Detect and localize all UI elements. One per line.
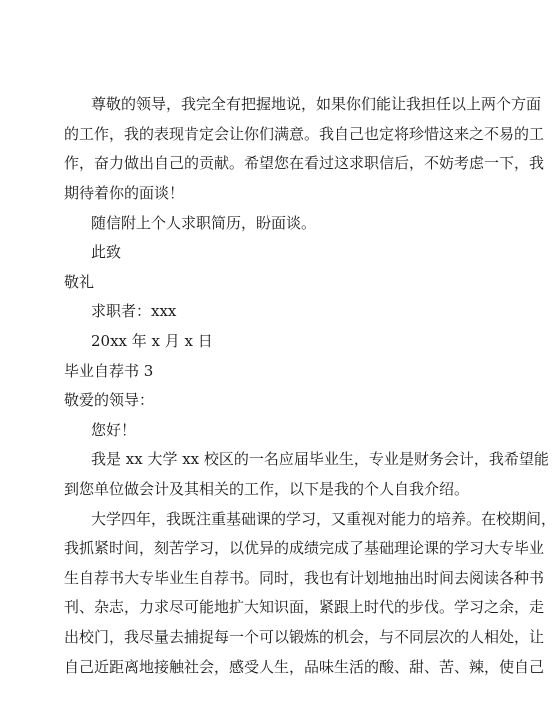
- para3-line-2: 我抓紧时间，刻苦学习，以优异的成绩完成了基础理论课的学习大专毕业: [64, 539, 545, 557]
- letter-date: 20xx 年 x 月 x 日: [91, 332, 213, 350]
- para3-line-6: 自己近距离地接触社会，感受人生，品味生活的酸、甜、苦、辣，使自己: [64, 658, 545, 676]
- closing-cizhi: 此致: [91, 243, 122, 261]
- para1-line-1: 尊敬的领导，我完全有把握地说，如果你们能让我担任以上两个方面: [91, 95, 542, 113]
- para3-line-4: 刊、杂志，力求尽可能地扩大知识面，紧跟上时代的步伐。学习之余，走: [64, 598, 545, 616]
- closing-jingli: 敬礼: [64, 273, 95, 291]
- para3-line-3: 生自荐书大专毕业生自荐书。同时，我也有计划地抽出时间去阅读各种书: [64, 569, 545, 587]
- para1-line-4: 期待着你的面谈！: [64, 184, 185, 202]
- section-title: 毕业自荐书 3: [64, 362, 154, 380]
- para3-line-1: 大学四年，我既注重基础课的学习，又重视对能力的培养。在校期间，: [91, 510, 556, 528]
- applicant-signature: 求职者：xxx: [91, 302, 177, 320]
- para2-line-1: 我是 xx 大学 xx 校区的一名应届毕业生，专业是财务会计，我希望能: [91, 450, 549, 468]
- attachment-note: 随信附上个人求职简历，盼面谈。: [91, 214, 317, 232]
- para2-line-2: 到您单位做会计及其相关的工作，以下是我的个人自我介绍。: [64, 480, 470, 498]
- para1-line-3: 作，奋力做出自己的贡献。希望您在看过这求职信后，不妨考虑一下，我: [64, 154, 545, 172]
- para3-line-5: 出校门，我尽量去捕捉每一个可以锻炼的机会，与不同层次的人相处，让: [64, 628, 545, 646]
- para1-line-2: 的工作，我的表现肯定会让你们满意。我自己也定将珍惜这来之不易的工: [64, 125, 545, 143]
- greeting: 您好！: [91, 421, 137, 439]
- salutation: 敬爱的领导：: [64, 391, 155, 409]
